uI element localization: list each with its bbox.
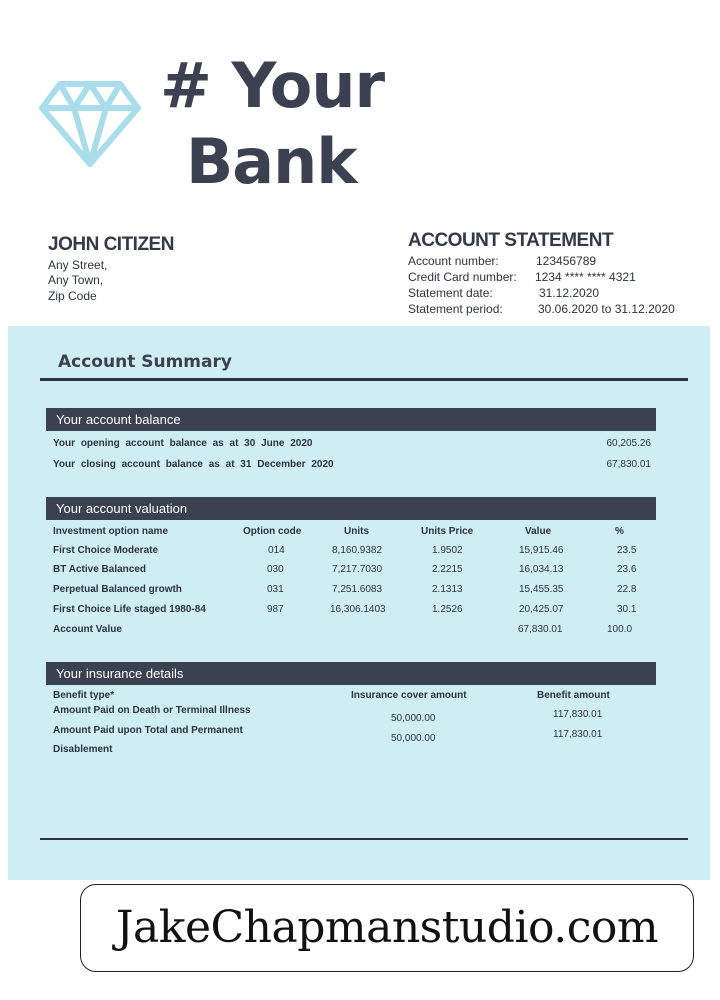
table-row [53,545,655,561]
logo-line-2: Bank [186,125,357,198]
unit-price: 2.2215 [432,564,463,575]
table-row [53,564,655,580]
option-name: First Choice Life staged 1980-84 [53,604,206,615]
logo-line-1: # Your [160,49,385,122]
unit-price: 2.1313 [432,584,463,595]
benefit-amount: 117,830.01 [553,709,603,720]
value: 15,455.35 [519,584,564,595]
option-code: 031 [267,584,284,595]
field-value: 1234 **** **** 4321 [535,270,636,284]
address-line: Any Town, [48,273,104,287]
units: 16,306.1403 [330,604,386,615]
percent: 30.1 [617,604,637,615]
statement-field [408,302,675,316]
percent: 22.8 [617,584,637,595]
balance-label: Your opening account balance as at 30 June 2020 [53,438,313,449]
benefit-amount: 117,830.01 [553,729,603,740]
field-label: Statement date: [408,286,493,300]
watermark-text: JakeChapmanstudio.com [115,902,659,953]
insurance-section-header: Your insurance details [46,662,656,685]
customer-name: JOHN CITIZEN [48,234,174,255]
divider [40,838,688,840]
unit-price: 1.9502 [432,545,463,556]
table-row [53,438,655,454]
address-line: Zip Code [48,289,97,303]
account-summary-title: Account Summary [58,352,232,372]
benefit-type: Amount Paid upon Total and Permanent [53,725,243,736]
field-value: 30.06.2020 to 31.12.2020 [538,302,675,316]
percent: 23.6 [617,564,637,575]
field-label: Account number: [408,254,499,268]
address-line: Any Street, [48,258,108,272]
option-code: 030 [267,564,284,575]
diamond-icon [38,78,142,170]
table-row [53,459,655,475]
balance-label: Your closing account balance as at 31 December 2020 [53,459,334,470]
units: 7,217.7030 [332,564,383,575]
cover-amount: 50,000.00 [391,713,436,724]
table-row-total [53,624,655,640]
field-value: 123456789 [536,254,597,268]
option-code: 014 [268,545,285,556]
option-name: BT Active Balanced [53,564,146,575]
units: 8,160.9382 [332,545,383,556]
valuation-section-header: Your account valuation [46,497,656,520]
column-header: Option code [243,526,302,537]
option-name: First Choice Moderate [53,545,159,556]
table-row [53,604,655,620]
column-header: Units [344,526,369,537]
table-row [53,705,655,724]
total-percent: 100.0 [607,624,633,635]
units: 7,251.6083 [332,584,383,595]
statement-title: ACCOUNT STATEMENT [408,230,614,251]
table-header-row [53,526,655,542]
column-header: % [615,526,624,537]
bank-logo-text [160,48,420,200]
statement-field [408,254,597,268]
value: 16,034.13 [519,564,564,575]
column-header: Benefit amount [537,690,610,701]
table-row [53,725,655,759]
field-value: 31.12.2020 [539,286,600,300]
option-code: 987 [267,604,284,615]
option-name: Perpetual Balanced growth [53,584,182,595]
table-header-row [53,690,655,706]
divider [40,378,688,381]
percent: 23.5 [617,545,637,556]
total-label: Account Value [53,624,122,635]
unit-price: 1.2526 [432,604,463,615]
balance-value: 60,205.26 [606,438,651,449]
field-label: Statement period: [408,302,503,316]
balance-section-header: Your account balance [46,408,656,431]
column-header: Benefit type* [53,690,115,701]
cover-amount: 50,000.00 [391,733,436,744]
value: 20,425.07 [519,604,564,615]
field-label: Credit Card number: [408,270,517,284]
value: 15,915.46 [519,545,564,556]
statement-field [408,286,600,300]
column-header: Investment option name [53,526,169,537]
column-header: Units Price [421,526,474,537]
benefit-type: Amount Paid on Death or Terminal Illness [53,705,251,716]
statement-field [408,270,636,284]
balance-value: 67,830.01 [606,459,651,470]
table-row [53,584,655,600]
column-header: Insurance cover amount [351,690,467,701]
benefit-type-cont: Disablement [53,744,113,755]
column-header: Value [525,526,552,537]
total-value: 67,830.01 [518,624,563,635]
